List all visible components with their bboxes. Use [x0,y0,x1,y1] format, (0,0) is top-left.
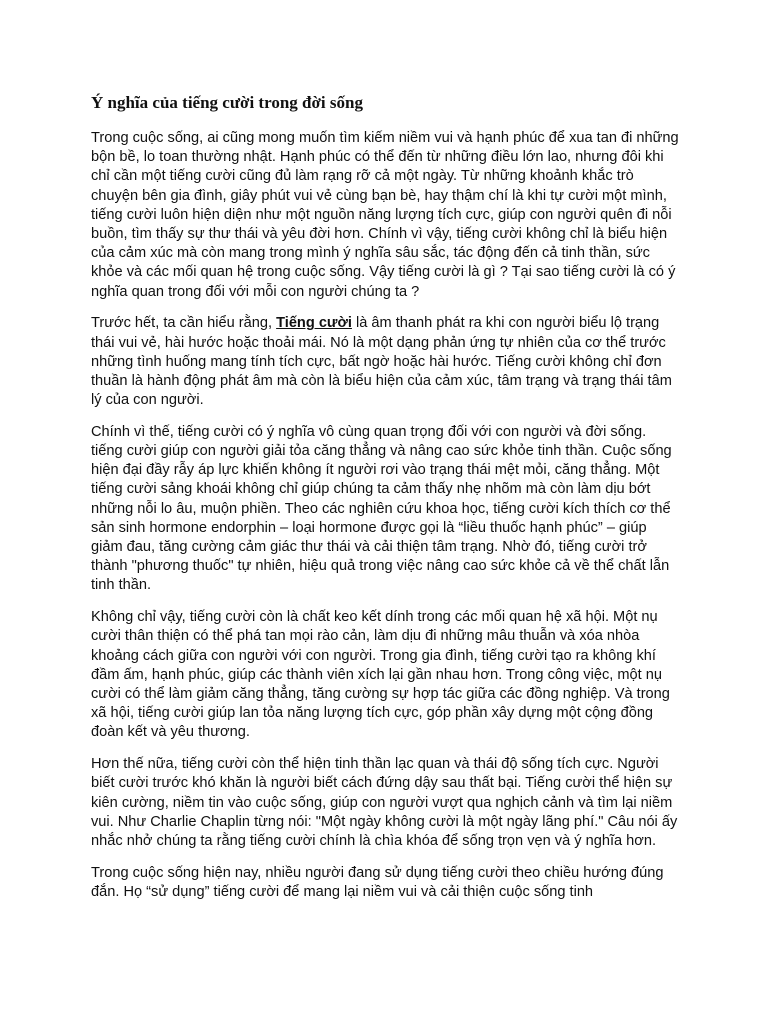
paragraph-intro: Trong cuộc sống, ai cũng mong muốn tìm kiếm niềm vui và hạnh phúc để xua tan đi những bộn bề, lo toan thường nhật. Hạnh phúc có thể đến từ những điều lớn lao, nhưng đôi khi chỉ cần một tiếng cười cũng đủ làm rạng rỡ cả một ngày. Từ những khoảnh khắc trò chuyện bên gia đình, giây phút vui vẻ cùng bạn bè, hay thậm chí là khi tự cười một mình, tiếng cười luôn hiện diện như một nguồn năng lượng tích cực, giúp con người quên đi nỗi buồn, tìm thấy sự thư thái và yêu đời hơn. Chính vì vậy, tiếng cười không chỉ là biểu hiện của cảm xúc mà còn mang trong mình ý nghĩa sâu sắc, tác động đến cả tinh thần, sức khỏe và các mối quan hệ trong cuộc sống. Vậy tiếng cười là gì ? Tại sao tiếng cười là có ý nghĩa quan trong đối với mỗi con người chúng ta ? [91,130,679,300]
paragraph-health: Chính vì thế, tiếng cười có ý nghĩa vô cùng quan trọng đối với con người và đời sống. tiếng cười giúp con người giải tỏa căng thẳng và nâng cao sức khỏe tinh thần. Cuộc sống hiện đại đầy rẫy áp lực khiến không ít người rơi vào trạng thái mệt mỏi, căng thẳng. Một tiếng cười sảng khoái không chỉ giúp chúng ta cảm thấy nhẹ nhõm mà còn làm dịu bớt những nỗi lo âu, muộn phiền. Theo các nghiên cứu khoa học, tiếng cười kích thích cơ thể sản sinh hormone endorphin – loại hormone được gọi là “liều thuốc hạnh phúc” – giúp giảm đau, tăng cường cảm giác thư thái và cải thiện tâm trạng. Nhờ đó, tiếng cười trở thành "phương thuốc" tự nhiên, hiệu quả trong việc nâng cao sức khỏe cả về thể chất lẫn tinh thần. [91,423,672,594]
document-title: Ý nghĩa của tiếng cười trong đời sống [91,93,363,112]
paragraph-relationships: Không chỉ vậy, tiếng cười còn là chất keo kết dính trong các mối quan hệ xã hội. Một nụ cười thân thiện có thể phá tan mọi rào cản, làm dịu đi những mâu thuẫn và xóa nhòa khoảng cách giữa con người với con người. Trong gia đình, tiếng cười tạo ra không khí đầm ấm, hạnh phúc, giúp các thành viên xích lại gần nhau hơn. Trong công việc, một nụ cười có thể làm giảm căng thẳng, tăng cường sự hợp tác giữa các đồng nghiệp. Và trong xã hội, tiếng cười giúp lan tỏa năng lượng tích cực, góp phần xây dựng một cộng đồng đoàn kết và yêu thương. [91,609,670,741]
paragraph-definition-rest: là âm thanh phát ra khi con người biểu lộ trạng thái vui vẻ, hài hước hoặc thoải mái. Nó là một dạng phản ứng tự nhiên của cơ thể trước những tình huống mang tính tích cực, bất ngờ hoặc hài hước. Tiếng cười không chỉ đơn thuần là hành động phát âm mà còn là biểu hiện của cảm xúc, tâm trạng và trạng thái tâm lý của con người. [91,315,672,409]
paragraph-definition-lead: Trước hết, ta cần hiểu rằng, [91,315,277,332]
paragraph-definition [91,314,679,410]
paragraph-usage: Trong cuộc sống hiện nay, nhiều người đang sử dụng tiếng cười theo chiều hướng đúng đắn. Họ “sử dụng” tiếng cười để mang lại niềm vui và cải thiện cuộc sống tinh [91,864,664,900]
document-page [91,92,679,915]
tieng-cuoi-link[interactable]: Tiếng cười [276,315,352,332]
paragraph-optimism: Hơn thế nữa, tiếng cười còn thể hiện tinh thần lạc quan và thái độ sống tích cực. Người biết cười trước khó khăn là người biết cách đứng dậy sau thất bại. Tiếng cười thể hiện sự kiên cường, niềm tin vào cuộc sống, giúp con người vượt qua nghịch cảnh và tìm lại niềm vui. Như Charlie Chaplin từng nói: "Một ngày không cười là một ngày lãng phí." Câu nói ấy nhắc nhở chúng ta rằng tiếng cười chính là chìa khóa để sống trọn vẹn và ý nghĩa hơn. [91,756,678,849]
